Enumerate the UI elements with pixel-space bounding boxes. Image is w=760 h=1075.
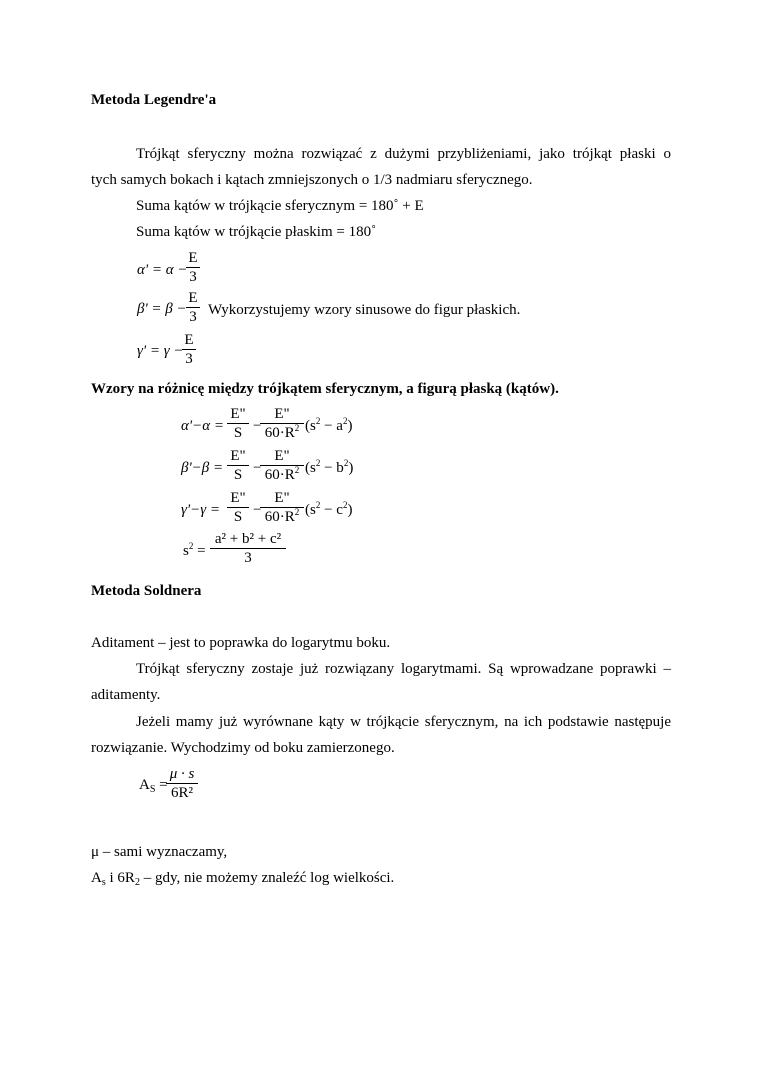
fraction-e-over-60r2	[260, 490, 304, 525]
fraction-e-over-s	[227, 406, 249, 441]
formula-tail	[305, 418, 352, 435]
fraction-bar	[166, 783, 198, 784]
fraction-bar	[227, 507, 249, 508]
exponent: 2	[315, 416, 321, 426]
fraction-e-over-3	[186, 250, 200, 285]
subscript: s	[101, 877, 106, 888]
numerator: a² + b² + c²	[214, 531, 282, 547]
fraction-e-over-s	[227, 490, 249, 525]
exponent: 2	[315, 458, 321, 468]
tail-var: − b	[320, 460, 344, 476]
formula-lhs	[139, 777, 168, 794]
numerator: E	[184, 332, 194, 348]
numerator: E"	[274, 406, 290, 422]
tail-var: − c	[320, 502, 343, 518]
paragraph-line: tych samych bokach i kątach zmniejszonych o 1/3 nadmiaru sferycznego.	[91, 172, 533, 188]
paragraph-line: rozwiązanie. Wychodzimy od boku zamierzonego.	[91, 740, 395, 756]
formula-tail	[305, 502, 352, 519]
last-note	[91, 869, 394, 887]
denominator-text: 60·R	[264, 467, 295, 483]
rest-text: – gdy, nie możemy znaleźć log wielkości.	[139, 870, 395, 886]
heading-legendre: Metoda Legendre'a	[91, 92, 217, 108]
fraction-e-over-s	[227, 448, 249, 483]
paragraph-line: Jeżeli mamy już wyrównane kąty w trójkącie sferycznym, na ich podstawie następuje	[136, 714, 671, 730]
equals: =	[193, 543, 206, 559]
exponent: 2	[343, 458, 349, 468]
formula-lhs: α'−α =	[181, 418, 224, 434]
sum-spherical-text: Suma kątów w trójkącie sferycznym = 180˚ + E	[136, 198, 424, 214]
a-var: A	[91, 870, 102, 886]
fraction-e-over-60r2	[260, 448, 304, 483]
denominator	[260, 509, 304, 525]
fraction-mu-s-over-6r2	[166, 766, 198, 801]
s-var: s	[183, 543, 189, 559]
equals: =	[155, 777, 168, 793]
fraction-bar	[186, 307, 200, 308]
denominator	[260, 425, 304, 441]
subscript: 2	[134, 877, 140, 888]
numerator: E	[188, 290, 198, 306]
fraction-e-over-60r2	[260, 406, 304, 441]
exponent: 2	[188, 541, 194, 551]
tail-var: − a	[320, 418, 343, 434]
paragraph-line: Trójkąt sferyczny zostaje już rozwiązany logarytmami. Są wprowadzane poprawki –	[136, 661, 671, 677]
denominator: S	[233, 509, 243, 525]
mu-note: μ – sami wyznaczamy,	[91, 844, 228, 860]
exponent: 2	[342, 416, 348, 426]
fraction-bar	[227, 465, 249, 466]
denominator: 3	[189, 269, 197, 285]
close-paren: )	[347, 502, 353, 518]
close-paren: )	[348, 460, 354, 476]
tail-s: (s	[305, 418, 316, 434]
formula-lhs: β'−β =	[181, 460, 224, 476]
denominator: 6R²	[170, 785, 193, 801]
denominator-text: 60·R	[264, 509, 295, 525]
fraction-bar	[210, 548, 286, 549]
denominator: 3	[244, 550, 252, 566]
mid-text: i 6R	[105, 870, 135, 886]
denominator	[260, 467, 304, 483]
a-var: A	[139, 777, 150, 793]
heading-soldner: Metoda Soldnera	[91, 583, 202, 599]
fraction-bar	[227, 423, 249, 424]
sine-note: Wykorzystujemy wzory sinusowe do figur płaskich.	[208, 302, 521, 318]
denominator: 3	[185, 351, 193, 367]
numerator: E	[188, 250, 198, 266]
fraction-bar	[182, 349, 196, 350]
formula-tail	[305, 460, 353, 477]
exponent: 2	[294, 465, 300, 475]
formula-lhs	[183, 543, 206, 560]
tail-s: (s	[305, 460, 316, 476]
formula-beta-lhs: β' = β −	[137, 301, 187, 317]
formula-gamma-lhs: γ' = γ −	[137, 343, 184, 359]
exponent: 2	[294, 507, 300, 517]
fraction-sum-over-3	[210, 531, 286, 566]
numerator: μ · s	[169, 766, 195, 782]
denominator: 3	[189, 309, 197, 325]
paragraph-line: aditamenty.	[91, 687, 161, 703]
numerator: E"	[230, 448, 246, 464]
exponent: 2	[342, 500, 348, 510]
heading-differences: Wzory na różnicę między trójkątem sferycznym, a figurą płaską (kątów).	[91, 381, 559, 397]
formula-alpha-lhs: α' = α −	[137, 262, 188, 278]
numerator: E"	[230, 406, 246, 422]
fraction-e-over-3	[182, 332, 196, 367]
numerator: E"	[230, 490, 246, 506]
exponent: 2	[294, 423, 300, 433]
numerator: E"	[274, 490, 290, 506]
subscript: S	[149, 784, 156, 795]
fraction-bar	[186, 267, 200, 268]
denominator-text: 60·R	[264, 425, 295, 441]
exponent: 2	[315, 500, 321, 510]
paragraph-line: Trójkąt sferyczny można rozwiązać z dużymi przybliżeniami, jako trójkąt płaski o	[136, 146, 671, 162]
tail-s: (s	[305, 502, 316, 518]
aditament-definition: Aditament – jest to poprawka do logarytmu boku.	[91, 635, 391, 651]
numerator: E"	[274, 448, 290, 464]
minus-sign: −	[253, 502, 262, 518]
fraction-e-over-3	[186, 290, 200, 325]
close-paren: )	[347, 418, 353, 434]
minus-sign: −	[253, 418, 262, 434]
minus-sign: −	[253, 460, 262, 476]
sum-flat-text: Suma kątów w trójkącie płaskim = 180˚	[136, 224, 377, 240]
denominator: S	[233, 467, 243, 483]
formula-lhs: γ'−γ =	[181, 502, 221, 518]
denominator: S	[233, 425, 243, 441]
